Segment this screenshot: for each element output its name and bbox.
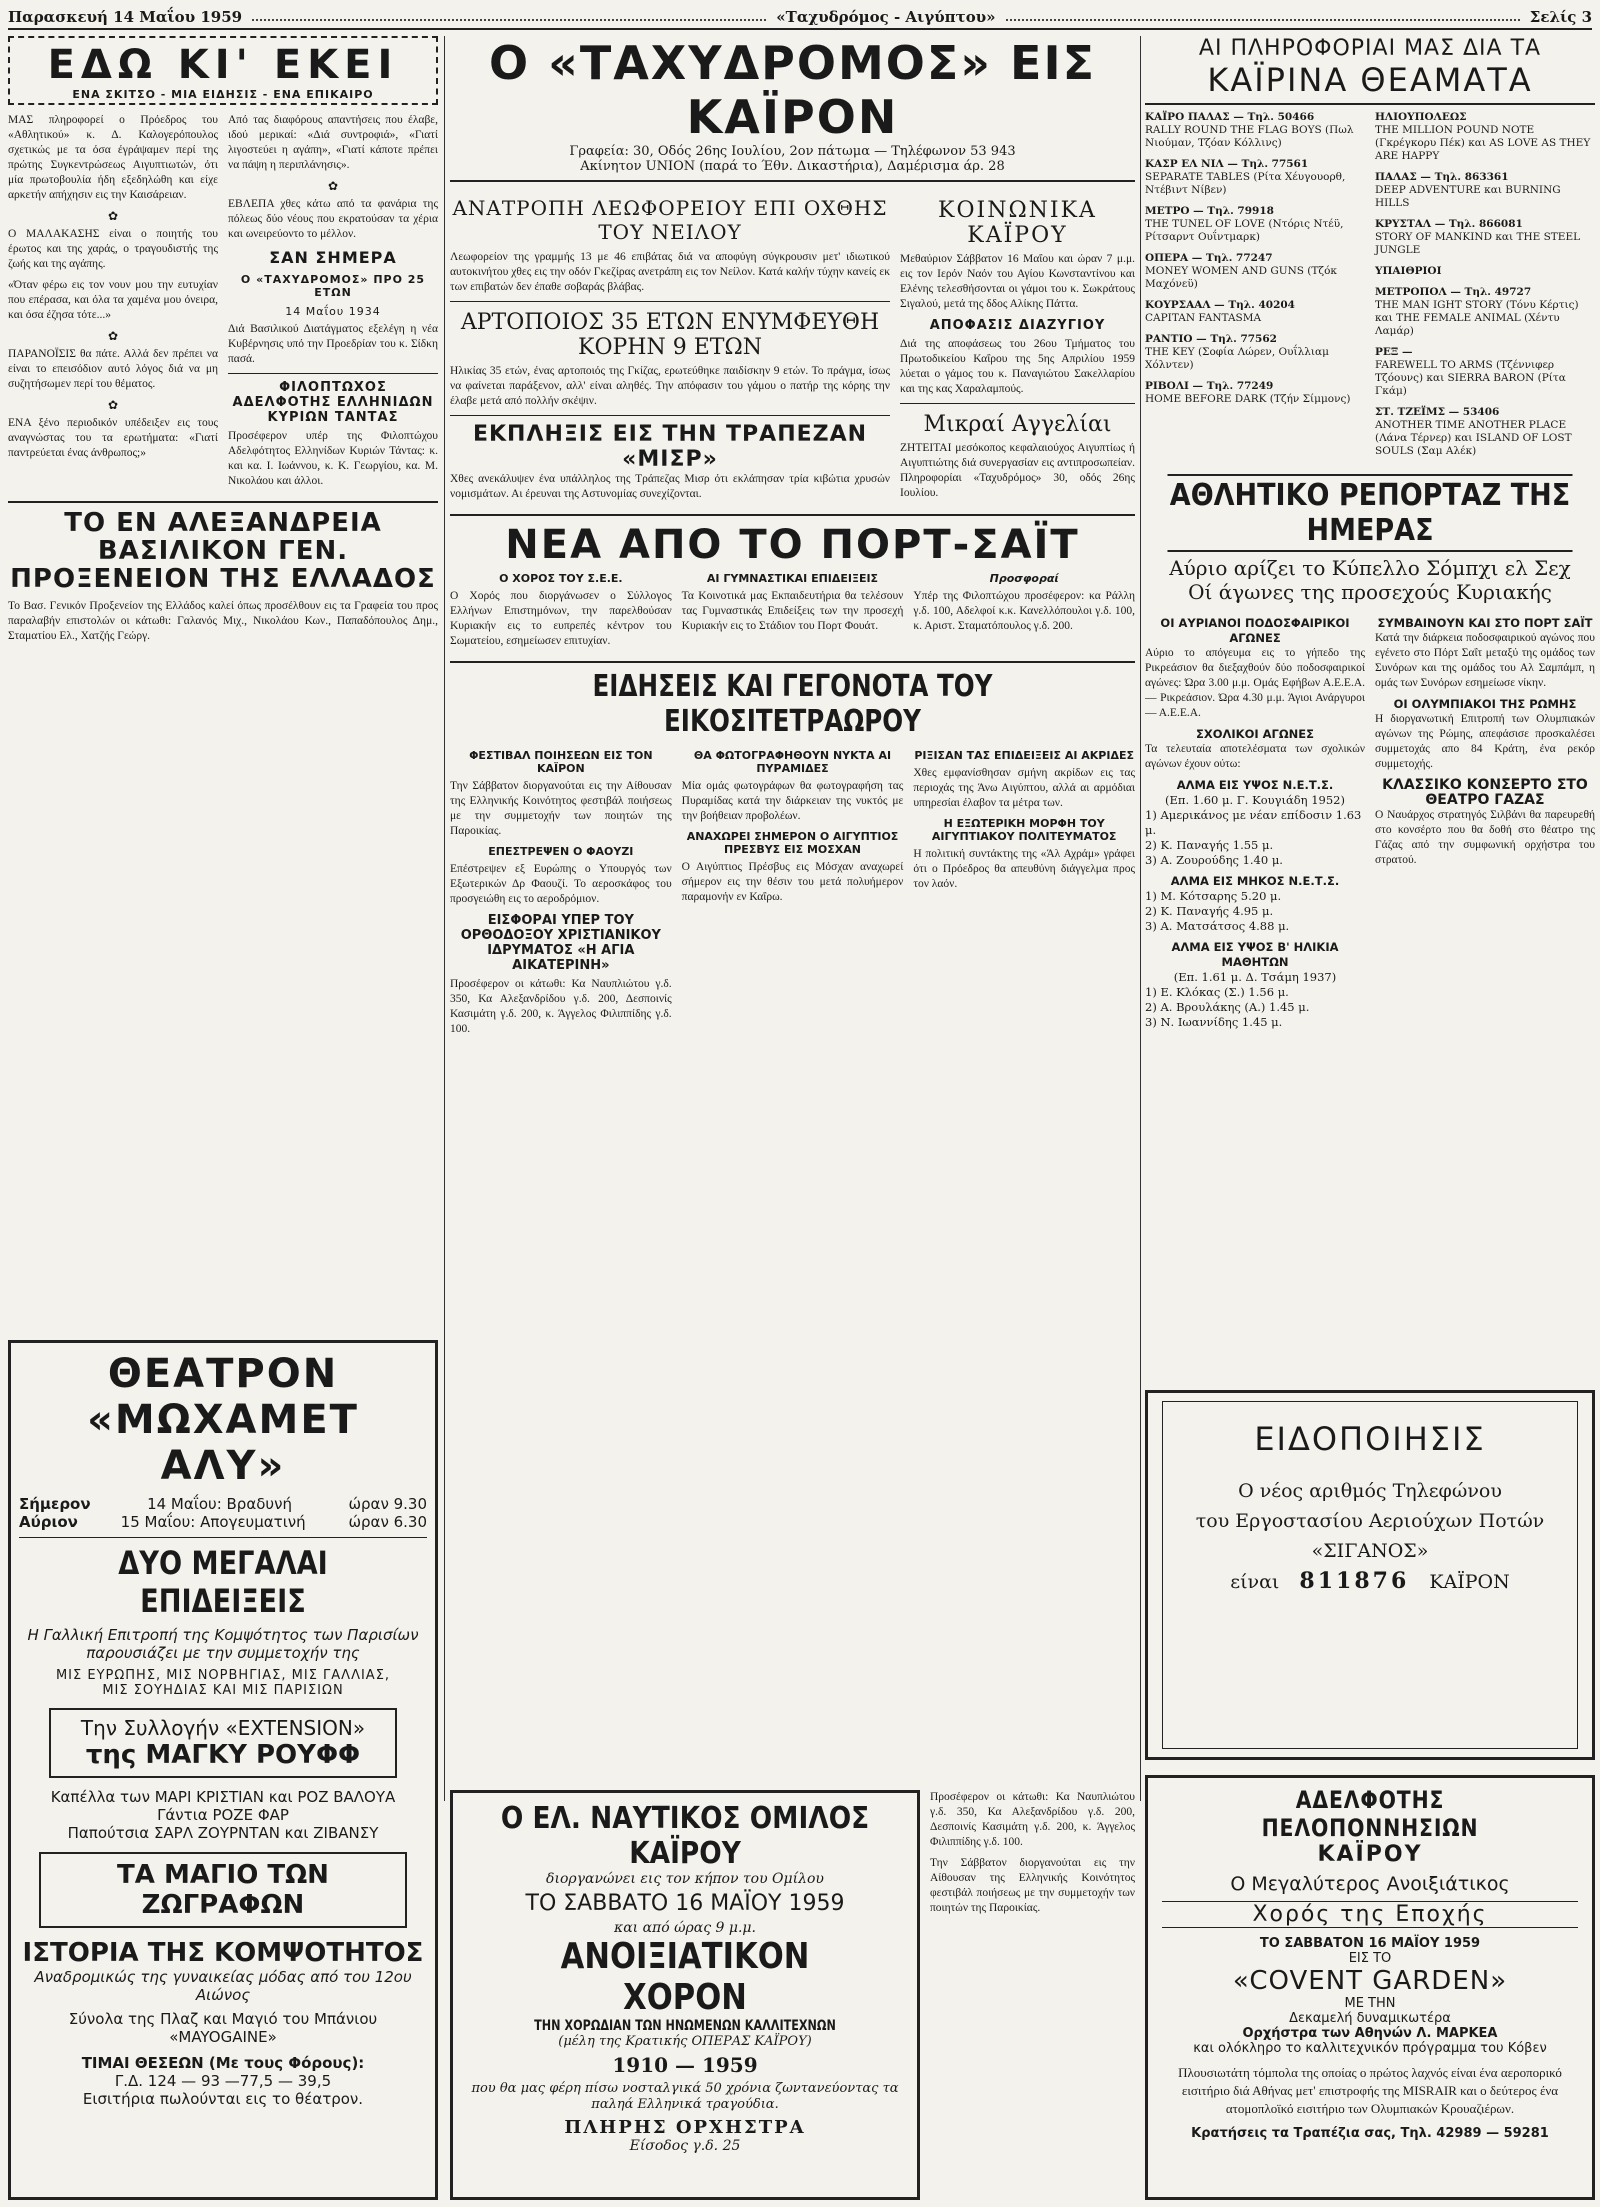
cinema-entry xyxy=(1375,171,1595,210)
cinema-film: STORY OF MANKIND και THE STEEL JUNGLE xyxy=(1375,231,1581,256)
cinema-film: MONEY WOMEN AND GUNS (Τζόκ Μαχόνεϋ) xyxy=(1145,265,1337,290)
article-paragraph: Χθες εμφανίσθησαν σμήνη ακρίδων εις τας περιοχάς της Άνω Αιγύπτου, αλλά αι αρμόδιαι υπηρεσίαι έλαβον τα μέτρα των. xyxy=(913,767,1135,809)
edo-text xyxy=(8,113,438,495)
article-paragraph: Ηλικίας 35 ετών, ένας αρτοποιός της Γκίζας, ερωτεύθηκε παιδίσκην 9 ετών. Το πράγμα, ίσως να φαίνεται παράξενον, αλλ' είναι αληθές. Την απόφασιν του γάμου ο πατήρ της κόρης την έλαβε μετά από πολλήν σκέψιν. xyxy=(450,365,890,407)
result-line: 2) Α. Βρουλάκης (Α.) 1.45 μ. xyxy=(1145,1000,1310,1014)
bus-headline: ΑΝΑΤΡΟΠΗ ΛΕΩΦΟΡΕΙΟΥ ΕΠΙ ΟΧΘΗΣ ΤΟΥ ΝΕΙΛΟΥ xyxy=(452,196,888,244)
article-paragraph: Μεθαύριον Σάββατον 16 Μαΐου και ώραν 7 μ.μ. εις τον Ιερόν Ναόν του Αγίου Κωνσταντίνου και Ελένης τελεσθήσονται οι γάμοι του κ. Σωκράτους Σιγαλού, μετά της δδος Αλίκης Πάττα. xyxy=(900,253,1135,310)
header-dots xyxy=(252,13,766,21)
result-line: 3) Ν. Ιωαννίδης 1.45 μ. xyxy=(1145,1015,1283,1029)
article-paragraph: Προσέφερον υπέρ της Φιλοπτώχου Αδελφότητος Ελληνίδων Κυριών Τάντας: κ. και κα. Ι. Ιωάννου, κ. Κ. Γεωργίου, κα. Μ. Νικολάου και άλλοι. xyxy=(228,430,438,487)
separator-icon: ✿ xyxy=(107,398,119,412)
notice-phone: 811876 xyxy=(1299,1568,1410,1594)
cinema-name: ΚΡΥΣΤΑΛ — Τηλ. 866081 xyxy=(1375,218,1523,230)
article-paragraph: ΕΝΑ ξένο περιοδικόν υπέδειξεν εις τους αναγνώστας του τα ερωτήματα: «Γιατί παντρεύεται ένας άνθρωπος;» xyxy=(8,417,218,459)
article-paragraph: Ο Χορός που διοργάνωσεν ο Σύλλογος Ελλήνων Επιστημόνων, την παρελθούσαν Κυριακήν εις το ευπρεπές κέντρον του Σωματείου, εσημείωσεν επιτυχίαν. xyxy=(450,590,672,647)
cinema-header xyxy=(1145,36,1595,105)
article-paragraph: Την Σάββατον διοργανούται εις την Αίθουσαν της Ελληνικής Κοινότητος φεστιβάλ ποιήσεως με την συμμετοχήν των ποιητών της Παροικίας. xyxy=(930,1857,1135,1914)
social-headline: ΚΟΙΝΩΝΙΚΑ ΚΑΪΡΟΥ xyxy=(938,198,1097,248)
divider xyxy=(900,403,1135,404)
article-paragraph: Τα τελευταία αποτελέσματα των σχολικών αγώνων έχουν ούτω: xyxy=(1145,743,1365,770)
notice-title: ΕΙΔΟΠΟΙΗΣΙΣ xyxy=(1254,1420,1486,1458)
cinema-entry xyxy=(1145,111,1365,150)
column-rule xyxy=(1140,36,1141,1801)
cinema-entry xyxy=(1145,333,1365,372)
cinema-entry xyxy=(1375,286,1595,338)
column-right xyxy=(1145,36,1595,1381)
article-paragraph: Τα Κοινοτικά μας Εκπαιδευτήρια θα τελέσουν τας Γυμναστικάς Επιδείξεις των την προσεχή Κυριακήν εις το Στάδιον του Πορτ Φουάτ. xyxy=(681,590,904,632)
divider xyxy=(8,501,438,503)
schedule-row: Αύριον 15 Μαΐου: Απογευματινή ώραν 6.30 xyxy=(19,1513,427,1531)
schedule-row: Σήμερον 14 Μαΐου: Βραδυνή ώραν 9.30 xyxy=(19,1495,427,1513)
center-left-block xyxy=(450,190,890,508)
cinema-list-right xyxy=(1375,111,1595,466)
port-said-columns: Ο ΧΟΡΟΣ ΤΟΥ Σ.Ε.Ε. Ο Χορός που διοργάνωσεν ο Σύλλογος Ελλήνων Επιστημόνων, την παρελθούσαν Κυριακήν εις το ευπρεπές κέντρον του Σωματείου, εσημείωσεν επιτυχίαν. ΑΙ ΓΥΜΝΑΣΤΙΚΑΙ ΕΠΙΔΕΙΞΕΙΣ Τα Κοινοτικά μας Εκπαιδευτήρια θα τελέσουν τας Γυμναστικάς Επιδείξεις των την προσεχή Κυριακήν εις το Στάδιον του Πορτ Φουάτ. Προσφοραί Υπέρ της Φιλοπτώχου προσέφερον: κα Ράλλη γ.δ. 100, Αδελφοί κ.κ. Κανελλόπουλοι γ.δ. 100, κ. Αριστ. Σταματόπουλος γ.δ. 200. xyxy=(450,572,1135,647)
cinema-film: THE KEY (Σοφία Λώρεν, Ουΐλλιαμ Χόλντεν) xyxy=(1145,346,1329,371)
article-paragraph: Λεωφορείον της γραμμής 13 με 46 επιβάτας διά να αποφύγη σύγκρουσιν μετ' ιδιωτικού αυτοκινήτου χθες εις την οδόν Γκεζίρας ανετράπη εις τον Νείλον. Κατά καλήν τύχην κανείς εκ των επιβατών δεν έπαθε σοβαράς βλάβας. xyxy=(450,251,890,293)
cinema-listings xyxy=(1145,111,1595,466)
center-right-block xyxy=(900,190,1135,508)
nautical-event: ΑΝΟΙΞΙΑΤΙΚΟΝ ΧΟΡΟΝ xyxy=(560,1936,810,2018)
collection-box: Την Συλλογήν «EXTENSION» της ΜΑΓΚΥ ΡΟΥΦΦ xyxy=(49,1708,397,1778)
cinema-name: ΚΑΣΡ ΕΛ ΝΙΛ — Τηλ. 77561 xyxy=(1145,158,1309,170)
separator-icon: ✿ xyxy=(107,329,119,343)
article-paragraph: Υπέρ της Φιλοπτώχου προσέφερον: κα Ράλλη γ.δ. 100, Αδελφοί κ.κ. Κανελλόπουλοι γ.δ. 100, κ. Αριστ. Σταματόπουλος γ.δ. 200. xyxy=(913,590,1135,632)
section-heading: ΣΑΝ ΣΗΜΕΡΑ xyxy=(269,248,397,267)
theatre-title: ΘΕΑΤΡΟΝ «ΜΩΧΑΜΕΤ ΑΛΥ» xyxy=(87,1351,359,1489)
header-page: Σελίς 3 xyxy=(1529,8,1593,26)
result-line: 2) Κ. Παναγής 1.55 μ. xyxy=(1145,838,1274,852)
cinema-film: CAPITAN FANTASMA xyxy=(1145,312,1262,324)
sport-columns: ΟΙ ΑΥΡΙΑΝΟΙ ΠΟΔΟΣΦΑΙΡΙΚΟΙ ΑΓΩΝΕΣ Αύριο το απόγευμα εις το γήπεδο της Ρικρεάσιον θα διεξαχθούν δύο ποδοσφαιρικοί αγώνες: Ώρα 3.00 μ.μ. Ομάς Εφήβων Α.Ε.Ε.Α. — Ρικρεάσιον. Ώρα 4.30 μ.μ. Άγιοι Ανάργυροι — Α.Ε.Ε.Α. ΣΧΟΛΙΚΟΙ ΑΓΩΝΕΣ Τα τελευταία αποτελέσματα των σχολικών αγώνων έχουν ούτω: ΑΛΜΑ ΕΙΣ ΥΨΟΣ Ν.Ε.Τ.Σ. (Επ. 1.60 μ. Γ. Κουγιάδη 1952) 1) Αμερικάνος με νέαν επίδοσιν 1.63 μ. 2) Κ. Παναγής 1.55 μ. 3) Α. Ζουρούδης 1.40 μ. ΑΛΜΑ ΕΙΣ ΜΗΚΟΣ Ν.Ε.Τ.Σ. 1) Μ. Κότσαρης 5.20 μ. 2) Κ. Παναγής 4.95 μ. 3) Α. Ματσάτσος 4.88 μ. ΑΛΜΑ ΕΙΣ ΥΨΟΣ Β' ΗΛΙΚΙΑ ΜΑΘΗΤΩΝ (Επ. 1.61 μ. Δ. Τσάμη 1937) 1) Ε. Κλόκας (Σ.) 1.56 μ. 2) Α. Βρουλάκης (Α.) 1.45 μ. 3) Ν. Ιωαννίδης 1.45 μ. ΣΥΜΒΑΙΝΟΥΝ ΚΑΙ ΣΤΟ ΠΟΡΤ ΣΑΪΤ Κατά την διάρκεια ποδοσφαιρικού αγώνος που εγένετο στο Πόρτ Σαΐτ μεταξύ της ομάδος των Συνόρων και της ομάδος του Αλ Σαμπάμπ, η ομάς των Συνόρων εσημείωσε νίκην. ΟΙ ΟΛΥΜΠΙΑΚΟΙ ΤΗΣ ΡΩΜΗΣ Η διοργανωτική Επιτροπή των Ολυμπιακών αγώνων της Ρώμης, απεφάσισε προσκαλέσει συμμετοχάς απο 84 Κράτη, ένα ρεκόρ συμμετοχής. ΚΛΑΣΣΙΚΟ ΚΟΝΣΕΡΤΟ ΣΤΟ ΘΕΑΤΡΟ ΓΑΖΑΣ Ο Ναυάρχος στρατηγός Σιλβάνι θα παρευρεθή στο κονσέρτο που θα δοθή στο θέατρο της Γάζας από την συμφωνική ορχήστρα του στρατού. xyxy=(1145,616,1595,1029)
cinema-film: THE MILLION POUND NOTE (Γκρέγκορυ Πέκ) και AS LOVE AS THEY ARE HAPPY xyxy=(1375,124,1591,162)
cinema-entry xyxy=(1145,205,1365,244)
cinema-film: ANOTHER TIME ANOTHER PLACE (Λάνα Τέρνερ) και ISLAND OF LOST SOULS (Σαμ Αλέκ) xyxy=(1375,419,1572,457)
news-headline: ΕΙΔΗΣΕΙΣ ΚΑΙ ΓΕΓΟΝΟΤΑ ΤΟΥ ΕΙΚΟΣΙΤΕΤΡΑΩΡΟΥ xyxy=(592,669,993,739)
cinema-name: ΥΠΑΙΘΡΙΟΙ xyxy=(1375,265,1442,277)
divider xyxy=(450,661,1135,663)
cinema-entry xyxy=(1375,406,1595,458)
cinema-name: ΣΤ. ΤΖΕΪΜΣ — 53406 xyxy=(1375,406,1500,418)
gloves-line: Γάντια ΡΟΖΕ ΦΑΡ xyxy=(157,1806,289,1824)
article-paragraph: Η πολιτική συντάκτης της «Άλ Αχράμ» γράφει ότι ο Πρόεδρος θα απευθύνη διάγγελμα προς τον λαόν. xyxy=(913,848,1135,890)
article-paragraph: Προσέφερον οι κάτωθι: Κα Ναυπλιώτου γ.δ. 350, Κα Αλεξανδρίδου γ.δ. 200, Δεσποινίς Κασιμάτη γ.δ. 200, κ. Άγγελος Φιλιππίδης γ.δ. 100. xyxy=(930,1791,1135,1848)
article-paragraph: Η διοργανωτική Επιτροπή των Ολυμπιακών αγώνων της Ρώμης, απεφάσισε προσκαλέσει συμμετοχάς απο 84 Κράτη, ένα ρεκόρ συμμετοχής. xyxy=(1375,713,1595,770)
separator-icon: ✿ xyxy=(327,179,339,193)
edo-subtitle: ΕΝΑ ΣΚΙΤΣΟ - ΜΙΑ ΕΙΔΗΣΙΣ - ΕΝΑ ΕΠΙΚΑΙΡΟ xyxy=(72,88,374,101)
baker-headline: ΑΡΤΟΠΟΙΟΣ 35 ΕΤΩΝ ΕΝΥΜΦΕΥΘΗ ΚΟΡΗΝ 9 ΕΤΩΝ xyxy=(460,310,880,360)
article-paragraph: Την Σάββατον διοργανούται εις την Αίθουσαν της Ελληνικής Κοινότητος φεστιβάλ ποιήσεως με την συμμετοχήν των ποιητών της Παροικίας. xyxy=(450,780,672,837)
cinema-entry xyxy=(1145,252,1365,291)
prices: Γ.Δ. 124 — 93 —77,5 — 39,5 xyxy=(114,2072,332,2090)
dance-ad: ΑΔΕΛΦΟΤΗΣ ΠΕΛΟΠΟΝΝΗΣΙΩΝ ΚΑΪΡΟΥ Ο Μεγαλύτερος Ανοιξιάτικος Χορός της Εποχής ΤΟ ΣΑΒΒΑΤΟΝ 16 ΜΑΪΟΥ 1959 ΕΙΣ ΤΟ «COVENT GARDEN» ΜΕ ΤΗΝ Δεκαμελή δυναμικωτέρα Ορχήστρα των Αθηνών Λ. ΜΑΡΚΕΑ και ολόκληρο το καλλιτεχνικόν πρόγραμμα του Κόβεν Πλουσιωτάτη τόμπολα της οποίας ο πρώτος λαχνός είναι ένα αεροπορικό εισιτήριο διά Αθήνας μετ' επιστροφής της MISRAIR και ο δεύτερος ένα ατομοπλοϊκό εισιτήριο των Ολυμπιακών Κρουαζιέρων. Κρατήσεις τα Τραπέζια σας, Τηλ. 42989 — 59281 xyxy=(1145,1775,1595,2200)
edo-title: ΕΔΩ ΚΙ' ΕΚΕΙ xyxy=(47,42,399,88)
show-subtitle: Η Γαλλική Επιτροπή της Κομψότητος των Παρισίων παρουσιάζει με την συμμετοχήν της xyxy=(27,1626,419,1662)
cinema-entry xyxy=(1375,265,1595,278)
center-top-grid xyxy=(450,190,1135,508)
cinema-entry xyxy=(1145,380,1365,406)
cinema-name: ΡΑΝΤΙΟ — Τηλ. 77562 xyxy=(1145,333,1277,345)
prices-title: ΤΙΜΑΙ ΘΕΣΕΩΝ (Με τους Φόρους): xyxy=(81,2054,365,2072)
dance-org: ΑΔΕΛΦΟΤΗΣ ΠΕΛΟΠΟΝΝΗΣΙΩΝ xyxy=(1261,1786,1479,1842)
header-date: Παρασκευή 14 Μαΐου 1959 xyxy=(8,8,243,26)
show-title: ΔΥΟ ΜΕΓΑΛΑΙ ΕΠΙΔΕΙΞΕΙΣ xyxy=(118,1544,328,1620)
cinema-entry xyxy=(1375,111,1595,163)
article-paragraph: ΠΑΡΑΝΟΪΣΙΣ θα πάτε. Αλλά δεν πρέπει να είναι το επεισόδιον αυτό λόγος διά να μη συζητήσωμεν περί του θέματος. xyxy=(8,348,218,390)
article-paragraph: Διά της αποφάσεως του 26ου Τμήματος του Πρωτοδικείου Καΐρου της 5ης Απριλίου 1959 λύεται ο γάμος του κ. Παναγιώτου Σακελλαρίου και της κας Χαραλαμπούς. xyxy=(900,338,1135,395)
article-paragraph: Αύριο το απόγευμα εις το γήπεδο της Ρικρεάσιον θα διεξαχθούν δύο ποδοσφαιρικοί αγώνες: Ώρα 3.00 μ.μ. Ομάς Εφήβων Α.Ε.Ε.Α. — Ρικρεάσιον. Ώρα 4.30 μ.μ. Άγιοι Ανάργυροι — Α.Ε.Ε.Α. xyxy=(1145,647,1365,719)
column-left xyxy=(8,36,438,1336)
show-list: ΜΙΣ ΕΥΡΩΠΗΣ, ΜΙΣ ΝΟΡΒΗΓΙΑΣ, ΜΙΣ ΓΑΛΛΙΑΣ, xyxy=(55,1668,391,1683)
cinema-name: ΡΕΞ — xyxy=(1375,346,1413,358)
article-paragraph: Από τας διαφόρους απαντήσεις που έλαβε, ιδού μερικαί: «Διά συντροφιά», «Γιατί λιγοστεύει η αγάπη», «Γιατί κάποτε πρέπει να πάψη η περιπλάνησις». xyxy=(228,114,438,171)
bank-headline: ΕΚΠΛΗΞΙΣ ΕΙΣ ΤΗΝ ΤΡΑΠΕΖΑΝ «ΜΙΣΡ» xyxy=(472,422,868,472)
article-paragraph: Επέστρεψεν εξ Ευρώπης ο Υπουργός των Εξωτερικών Δρ Φαουζί. Το αεροσκάφος του προσγειώθη εις το αεροδρόμιον. xyxy=(450,863,672,905)
shoes-line: Παπούτσια ΣΑΡΛ ΖΟΥΡΝΤΑΝ και ΖΙΒΑΝΣΥ xyxy=(67,1824,379,1842)
result-line: 3) Α. Ματσάτσος 4.88 μ. xyxy=(1145,919,1290,933)
news-columns: ΦΕΣΤΙΒΑΛ ΠΟΙΗΣΕΩΝ ΕΙΣ ΤΟΝ ΚΑΪΡΟΝ Την Σάββατον διοργανούται εις την Αίθουσαν της Ελληνικής Κοινότητος φεστιβάλ ποιήσεως με την συμμετοχήν των ποιητών της Παροικίας. ΕΠΕΣΤΡΕΨΕΝ Ο ΦΑΟΥΖΙ Επέστρεψεν εξ Ευρώπης ο Υπουργός των Εξωτερικών Δρ Φαουζί. Το αεροσκάφος του προσγειώθη εις το αεροδρόμιον. ΕΙΣΦΟΡΑΙ ΥΠΕΡ ΤΟΥ ΟΡΘΟΔΟΞΟΥ ΧΡΙΣΤΙΑΝΙΚΟΥ ΙΔΡΥΜΑΤΟΣ «Η ΑΓΙΑ ΑΙΚΑΤΕΡΙΝΗ» Προσέφερον οι κάτωθι: Κα Ναυπλιώτου γ.δ. 350, Κα Αλεξανδρίδου γ.δ. 200, Δεσποινίς Κασιμάτη γ.δ. 200, κ. Άγγελος Φιλιππίδης γ.δ. 100. ΘΑ ΦΩΤΟΓΡΑΦΗΘΟΥΝ ΝΥΚΤΑ ΑΙ ΠΥΡΑΜΙΔΕΣ Μία ομάς φωτογράφων θα φωτογραφήση τας Πυραμίδας κατά την διάρκειαν της νυκτός με την βοήθειαν προβολέων. ΑΝΑΧΩΡΕΙ ΣΗΜΕΡΟΝ Ο ΑΙΓΥΠΤΙΟΣ ΠΡΕΣΒΥΣ ΕΙΣ ΜΟΣΧΑΝ Ο Αιγύπτιος Πρέσβυς εις Μόσχαν αναχωρεί σήμερον εις την θέσιν του μετά πολυήμερον παραμονήν εν Καΐρω. ΡΙΞΙΣΑΝ ΤΑΣ ΕΠΙΔΕΙΞΕΙΣ ΑΙ ΑΚΡΙΔΕΣ Χθες εμφανίσθησαν σμήνη ακρίδων εις τας περιοχάς της Άνω Αιγύπτου, αλλά αι αρμόδιαι υπηρεσίαι έλαβον τα μέτρα των. Η ΕΞΩΤΕΡΙΚΗ ΜΟΡΦΗ ΤΟΥ ΑΙΓΥΠΤΙΑΚΟΥ ΠΟΛΙΤΕΥΜΑΤΟΣ Η πολιτική συντάκτης της «Άλ Αχράμ» γράφει ότι ο Πρόεδρος θα απευθύνη διάγγελμα προς τον λαόν. xyxy=(450,749,1135,1035)
cinema-entry xyxy=(1145,299,1365,325)
running-header xyxy=(8,6,1592,30)
cinema-name: ΠΑΛΑΣ — Τηλ. 863361 xyxy=(1375,171,1509,183)
section-date: 14 Μαΐου 1934 xyxy=(285,305,381,318)
divorce-headline: ΑΠΟΦΑΣΙΣ ΔΙΑΖΥΓΙΟΥ xyxy=(929,318,1106,333)
article-paragraph: «Όταν φέρω εις τον νουν μου την ευτυχίαν που επέρασα, και όλα τα χαμένα μου όνειρα, και όσα έζησα τότε...» xyxy=(8,279,218,321)
article-paragraph: Διά Βασιλικού Διατάγματος εξελέγη η νέα Κυβέρνησις υπό την Προεδρίαν του κ. Σίδκη πασά. xyxy=(228,323,438,365)
consulate-headline: ΤΟ ΕΝ ΑΛΕΞΑΝΔΡΕΙΑ ΒΑΣΙΛΙΚΟΝ ΓΕΝ. ΠΡΟΞΕΝΕΙΟΝ ΤΗΣ ΕΛΛΑΔΟΣ xyxy=(10,508,436,594)
header-dots xyxy=(1006,13,1520,21)
center-bottom-right-text xyxy=(930,1790,1135,2200)
notice-ad: ΕΙΔΟΠΟΙΗΣΙΣ Ο νέος αριθμός Τηλεφώνου του Εργοστασίου Αεριούχων Ποτών «ΣΙΓΑΝΟΣ» είναι 811876 ΚΑΪΡΟΝ xyxy=(1145,1390,1595,1760)
show-list: ΜΙΣ ΣΟΥΗΔΙΑΣ ΚΑΙ ΜΙΣ ΠΑΡΙΣΙΩΝ xyxy=(102,1683,344,1698)
section-heading: ΦΙΛΟΠΤΩΧΟΣ ΑΔΕΛΦΟΤΗΣ ΕΛΛΗΝΙΔΩΝ ΚΥΡΙΩΝ ΤΑΝΤΑΣ xyxy=(232,380,434,425)
masthead-address: Ακίνητον UNION (παρά το Έθν. Δικαστήρια), Δαμέρισμα άρ. 28 xyxy=(580,159,1005,174)
nautical-date: ΤΟ ΣΑΒΒΑΤΟ 16 ΜΑΪΟΥ 1959 xyxy=(525,1891,845,1916)
nautical-title: Ο ΕΛ. ΝΑΥΤΙΚΟΣ ΟΜΙΛΟΣ ΚΑΪΡΟΥ xyxy=(500,1801,870,1871)
cinema-title-b: ΚΑΪΡΙΝΑ ΘΕΑΜΑΤΑ xyxy=(1207,61,1533,99)
hats-line: Καπέλλα των ΜΑΡΙ ΚΡΙΣΤΙΑΝ και ΡΟΖ ΒΑΛΟΥΑ xyxy=(50,1788,396,1806)
article-paragraph: ΖΗΤΕΙΤΑΙ μεσόκοπος κεφαλαιούχος Αιγυπτίως ή Αιγυπτιώτης διά συνεργασίαν εις αντιπροσωπείαν. Πληροφορίαι «Ταχυδρόμος» 30, οδός 26ης Ιουλίου. xyxy=(900,442,1135,499)
cinema-list-left xyxy=(1145,111,1365,466)
result-line: 1) Ε. Κλόκας (Σ.) 1.56 μ. xyxy=(1145,985,1289,999)
masthead xyxy=(450,36,1135,182)
dance-venue: «COVENT GARDEN» xyxy=(1232,1966,1508,1996)
history-subtitle: Αναδρομικώς της γυναικείας μόδας από του 12ου Αιώνος xyxy=(34,1968,412,2004)
article-paragraph: Ο Αιγύπτιος Πρέσβυς εις Μόσχαν αναχωρεί σήμερον εις την θέσιν του μετά πολυήμερον παραμονήν εν Καΐρω. xyxy=(681,861,904,903)
cinema-entry xyxy=(1375,218,1595,257)
article-paragraph: Χθες ανεκάλυψεν ένα υπάλληλος της Τράπεζας Μισρ ότι εκλάπησαν τρία κιβώτια χρυσών νομισμάτων. Αι έρευναι της Αστυνομίας συνεχίζονται. xyxy=(450,473,890,500)
cinema-film: FAREWELL TO ARMS (Τζέννιφερ Τζόουνς) και SIERRA BARON (Ρίτα Γκάμ) xyxy=(1375,359,1566,397)
sport-headline: Αύριο αρίζει το Κύπελλο Σόμπχι ελ Σεχ xyxy=(1169,556,1571,580)
cinema-film: SEPARATE TABLES (Ρίτα Χέυγουορθ, Ντέβιντ Νίβεν) xyxy=(1145,171,1346,196)
cinema-entry xyxy=(1145,158,1365,197)
nautical-club-ad: Ο ΕΛ. ΝΑΥΤΙΚΟΣ ΟΜΙΛΟΣ ΚΑΪΡΟΥ διοργανώνει εις τον κήπον του Ομίλου ΤΟ ΣΑΒΒΑΤΟ 16 ΜΑΪΟΥ 1959 και από ώρας 9 μ.μ. ΑΝΟΙΞΙΑΤΙΚΟΝ ΧΟΡΟΝ ΤΗΝ ΧΟΡΩΔΙΑΝ ΤΩΝ ΗΝΩΜΕΝΩΝ ΚΑΛΛΙΤΕΧΝΩΝ (μέλη της Κρατικής ΟΠΕΡΑΣ ΚΑΪΡΟΥ) 1910 — 1959 που θα μας φέρη πίσω νοσταλγικά 50 χρόνια ζωντανεύοντας τα παληά Ελληνικά τραγούδια. ΠΛΗΡΗΣ ΟΡΧΗΣΤΡΑ Είσοδος γ.δ. 25 xyxy=(450,1790,920,2200)
cinema-film: THE MAN IGHT STORY (Τόνυ Κέρτις) και THE FEMALE ANIMAL (Χέντυ Λαμάρ) xyxy=(1375,299,1579,337)
history-title: ΙΣΤΟΡΙΑ ΤΗΣ ΚΟΜΨΟΤΗΤΟΣ xyxy=(22,1938,424,1968)
article-paragraph: Ο ΜΑΛΑΚΑΣΗΣ είναι ο ποιητής του έρωτος και της χαράς, ο τραγουδιστής της ζωής και της αγάπης. xyxy=(8,228,218,270)
article-paragraph: Το Βασ. Γενικόν Προξενείον της Ελλάδος καλεί όπως προσέλθουν εις τα Γραφεία του προς παραλαβήν επιστολών οι κάτωθι: Γαλανός Μιχ., Νικολάου Κων., Παπαδόπουλος Δημ., Σταματίου Ελ., Χατζής Γεώργ. xyxy=(8,600,438,642)
article-paragraph: Προσέφερον οι κάτωθι: Κα Ναυπλιώτου γ.δ. 350, Κα Αλεξανδρίδου γ.δ. 200, Δεσποινίς Κασιμάτη γ.δ. 200, κ. Άγγελος Φιλιππίδης γ.δ. 100. xyxy=(450,978,672,1035)
beach-line: Σύνολα της Πλαζ και Μαγιό του Μπάνιου «MAYOGAINE» xyxy=(68,2010,378,2046)
dance-phone: Κρατήσεις τα Τραπέζια σας, Τηλ. 42989 — 59281 xyxy=(1191,2126,1549,2141)
cinema-name: ΟΠΕΡΑ — Τηλ. 77247 xyxy=(1145,252,1273,264)
article-paragraph: Ο Ναυάρχος στρατηγός Σιλβάνι θα παρευρεθή στο κονσέρτο που θα δοθή στο θέατρο της Γάζας από την συμφωνική ορχήστρα του στρατού. xyxy=(1375,809,1595,866)
masthead-title: Ο «ΤΑΧΥΔΡΟΜΟΣ» ΕΙΣ ΚΑΪΡΟΝ xyxy=(488,36,1096,144)
article-paragraph: ΜΑΣ πληροφορεί ο Πρόεδρος του «Αθλητικού» κ. Δ. Καλογερόπουλος σχετικώς με τα όσα έγράψαμεν περί της πρώτης Συγκεντρώσεως Αιγυπτιωτών, ότι μία πρωτοβουλία ήδη εξεδηλώθη και είχε αρκετήν απήχησιν εις την Καισάρειαν. xyxy=(8,114,218,201)
cinema-film: RALLY ROUND THE FLAG BOYS (Πωλ Νιούμαν, Τζόαν Κόλλινς) xyxy=(1145,124,1354,149)
port-said-headline: ΝΕΑ ΑΠΟ ΤΟ ΠΟΡΤ-ΣΑΪΤ xyxy=(505,522,1080,568)
theatre-ad xyxy=(8,1340,438,2200)
classified-headline: Μικραί Αγγελίαι xyxy=(923,412,1112,437)
divider xyxy=(228,373,438,374)
result-line: 2) Κ. Παναγής 4.95 μ. xyxy=(1145,904,1274,918)
article-paragraph: ΕΒΛΕΠΑ χθες κάτω από τα φανάρια της πόλεως δύο νέους που εκρατούσαν τα χέρια και ωνειρεύοντο το μέλλον. xyxy=(228,198,438,240)
cinema-name: ΜΕΤΡΟΠΟΛ — Τηλ. 49727 xyxy=(1375,286,1532,298)
divider xyxy=(450,514,1135,516)
article-paragraph: Κατά την διάρκεια ποδοσφαιρικού αγώνος που εγένετο στο Πόρτ Σαΐτ μεταξύ της ομάδος των Συνόρων και της ομάδος του Αλ Σαμπάμπ, η ομάς των Συνόρων εσημείωσε νίκην. xyxy=(1375,632,1595,689)
cinema-name: ΜΕΤΡΟ — Τηλ. 79918 xyxy=(1145,205,1274,217)
separator-icon: ✿ xyxy=(107,209,119,223)
result-line: 1) Αμερικάνος με νέαν επίδοσιν 1.63 μ. xyxy=(1145,808,1362,837)
sport-banner: ΑΘΛΗΤΙΚΟ ΡΕΠΟΡΤΑΖ ΤΗΣ ΗΜΕΡΑΣ xyxy=(1168,474,1573,552)
divider xyxy=(450,415,890,416)
tickets-line: Εισιτήρια πωλούνται εις το θέατρον. xyxy=(82,2090,364,2108)
cinema-film: DEEP ADVENTURE και BURNING HILLS xyxy=(1375,184,1561,209)
cinema-title-a: ΑΙ ΠΛΗΡΟΦΟΡΙΑΙ ΜΑΣ ΔΙΑ ΤΑ xyxy=(1198,36,1542,61)
column-rule xyxy=(444,36,445,1801)
header-paper: «Ταχυδρόμος - Αιγύπτου» xyxy=(776,8,996,26)
result-line: 3) Α. Ζουρούδης 1.40 μ. xyxy=(1145,853,1283,867)
divider xyxy=(450,301,890,302)
cinema-film: HOME BEFORE DARK (Τζήν Σίμμονς) xyxy=(1145,393,1351,405)
edo-ki-ekei-header xyxy=(8,36,438,105)
cinema-name: ΗΛΙΟΥΠΟΛΕΩΣ xyxy=(1375,111,1467,123)
divider xyxy=(19,1537,427,1538)
cinema-film: THE TUNEL OF LOVE (Ντόρις Ντέϋ, Ρίτσαρντ Ουΐντμαρκ) xyxy=(1145,218,1344,243)
cinema-name: ΡΙΒΟΛΙ — Τηλ. 77249 xyxy=(1145,380,1274,392)
masthead-address: Γραφεία: 30, Οδός 26ης Ιουλίου, 2ον πάτωμα — Τηλέφωνον 53 943 xyxy=(569,144,1016,159)
column-center xyxy=(450,36,1135,1781)
sport-headline: Οί άγωνες της προσεχούς Κυριακής xyxy=(1188,580,1552,604)
cinema-entry xyxy=(1375,346,1595,398)
article-paragraph: Μία ομάς φωτογράφων θα φωτογραφήση τας Πυραμίδας κατά την διάρκειαν της νυκτός με την βοήθειαν προβολέων. xyxy=(681,780,904,822)
cinema-name: ΚΑΪΡΟ ΠΑΛΑΣ — Τηλ. 50466 xyxy=(1145,111,1315,123)
cinema-name: ΚΟΥΡΣΑΑΛ — Τηλ. 40204 xyxy=(1145,299,1295,311)
result-line: 1) Μ. Κότσαρης 5.20 μ. xyxy=(1145,889,1282,903)
section-subheading: Ο «ΤΑΧΥΔΡΟΜΟΣ» ΠΡΟ 25 ΕΤΩΝ xyxy=(240,273,426,299)
magic-title: ΤΑ ΜΑΓΙΟ ΤΩΝ ΖΩΓΡΑΦΩΝ xyxy=(39,1852,407,1928)
